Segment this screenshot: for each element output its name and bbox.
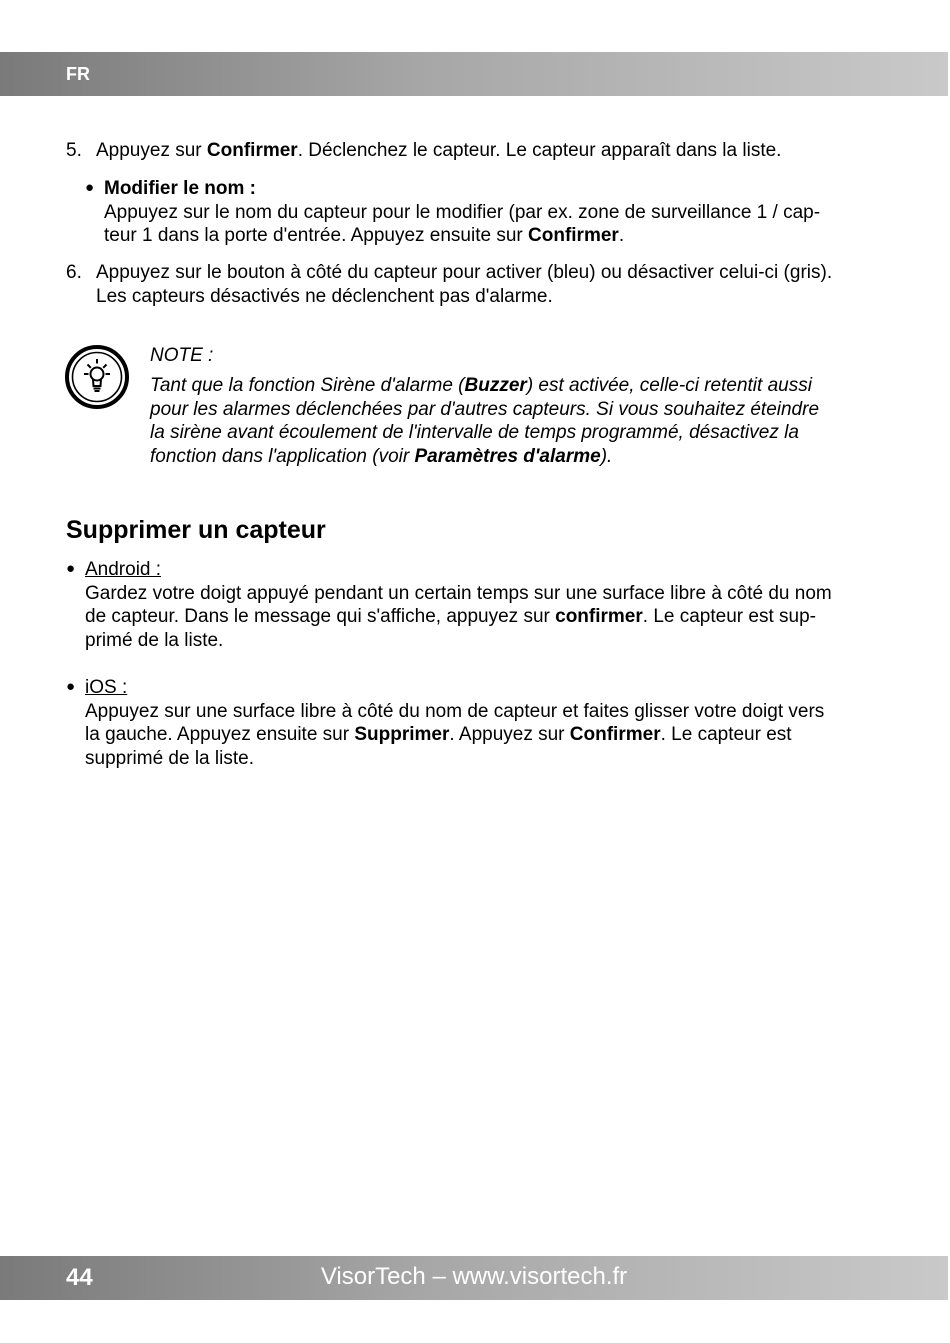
android-line2: de capteur. Dans le message qui s'affiche, appuyez sur confirmer. Le capteur est sup-: [85, 606, 816, 627]
step6-line2: Les capteurs désactivés ne déclenchent pas d'alarme.: [96, 285, 553, 307]
step-text: Appuyez sur Confirmer. Déclenchez le capteur. Le capteur apparaît dans la liste.: [96, 140, 782, 161]
rename-line2: teur 1 dans la porte d'entrée. Appuyez ensuite sur Confirmer.: [104, 225, 625, 246]
note-text: Tant que la fonction Sirène d'alarme (Buzzer) est activée, celle-ci retentit aussi pour les alarmes déclenchées par d'autres capteurs. Si vous souhaitez éteindre la sirène avant écoulement de l'intervalle de temps programmé, désactivez la fonction dans l'application (voir Paramètres d'alarme).: [150, 375, 820, 467]
rename-line1: Appuyez sur le nom du capteur pour le modifier (par ex. zone de surveillance 1 / cap-: [104, 201, 821, 223]
ios-line3: supprimé de la liste.: [85, 747, 254, 769]
step6-line1: Appuyez sur le bouton à côté du capteur pour activer (bleu) ou désactiver celui-ci (gris).: [96, 262, 833, 283]
rename-title: Modifier le nom :: [104, 178, 256, 199]
android-label: Android :: [85, 559, 162, 580]
bullet-icon: ●: [85, 179, 95, 196]
ios-line2: la gauche. Appuyez ensuite sur Supprimer. Appuyez sur Confirmer. Le capteur est: [85, 724, 792, 745]
ios-label: iOS :: [85, 677, 128, 698]
bullet-icon: ●: [66, 678, 76, 695]
ios-line1: Appuyez sur une surface libre à côté du nom de capteur et faites glisser votre doigt vers: [85, 700, 825, 722]
header-band: [0, 52, 948, 96]
section-heading: Supprimer un capteur: [66, 516, 326, 544]
footer-text: VisorTech – www.visortech.fr: [320, 1263, 628, 1290]
bullet-icon: ●: [66, 560, 76, 577]
lightbulb-icon: [64, 344, 130, 410]
note-label: NOTE :: [150, 345, 214, 366]
android-line1: Gardez votre doigt appuyé pendant un certain temps sur une surface libre à côté du nom: [85, 582, 832, 604]
step-number: 6.: [66, 262, 82, 283]
page-number: 44: [66, 1264, 93, 1291]
language-label: FR: [66, 64, 90, 84]
footer-band: [0, 1256, 948, 1300]
step-number: 5.: [66, 140, 82, 161]
android-line3: primé de la liste.: [85, 629, 224, 651]
